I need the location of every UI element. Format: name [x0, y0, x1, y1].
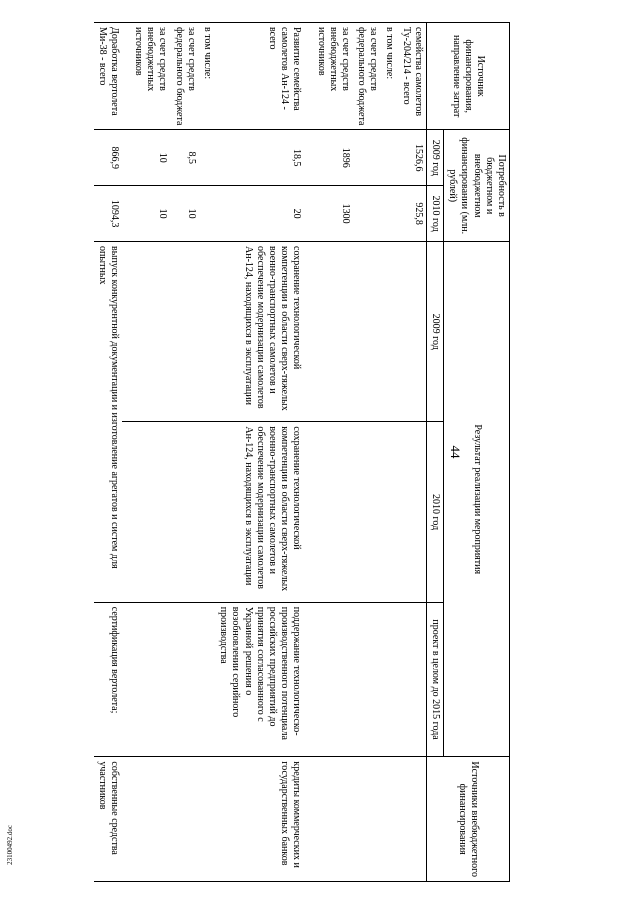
rotated-table-sheet — [96, 22, 510, 882]
cell-extra — [199, 757, 215, 882]
row-spacer — [122, 23, 130, 882]
cell-source: за счет средств федерального бюджета — [353, 23, 381, 130]
cell-2010: 10 — [171, 186, 199, 242]
financing-table — [94, 22, 510, 882]
cell-result-2009 — [312, 242, 353, 422]
cell-project — [130, 602, 171, 757]
cell-2010: 20 — [215, 186, 304, 242]
table-row — [199, 23, 215, 882]
table-row — [398, 23, 427, 882]
cell-source: семейства самолетов Ту-204/214 - всего — [398, 23, 427, 130]
header-need: Потребность в бюджетном и внебюджетном финансировании (млн. рублей) — [444, 130, 510, 242]
cell-2010: 10 — [130, 186, 171, 242]
cell-project — [381, 602, 397, 757]
header-need-2010: 2010 год — [426, 186, 443, 242]
cell-result-2009 — [353, 242, 381, 422]
table-row — [215, 23, 304, 882]
header-result-2010: 2010 год — [426, 422, 443, 602]
cell-source: в том числе: — [199, 23, 215, 130]
cell-2009: 1526,6 — [398, 130, 427, 186]
cell-2009: 8,5 — [171, 130, 199, 186]
cell-2009: 10 — [130, 130, 171, 186]
cell-result-2009: сохранение технологической компетенции в области сверх-тяжелых военно-транспортных самолетов и обеспечение модернизации самолетов Ан-124, находящихся в эксплуатации — [215, 242, 304, 422]
cell-extra — [398, 757, 427, 882]
cell-result-2009 — [171, 242, 199, 422]
cell-extra — [353, 757, 381, 882]
cell-source: за счет средств федерального бюджета — [171, 23, 199, 130]
table-row — [353, 23, 381, 882]
cell-2009 — [199, 130, 215, 186]
cell-2010 — [199, 186, 215, 242]
cell-extra — [381, 757, 397, 882]
cell-2009: 18,5 — [215, 130, 304, 186]
page-number: 44 — [448, 445, 463, 459]
cell-2010: 1094,3 — [94, 186, 122, 242]
cell-project — [312, 602, 353, 757]
cell-2010: 925,8 — [398, 186, 427, 242]
cell-result-2010 — [130, 422, 171, 602]
cell-project: поддержание технологическо-производственного потенциала российских предприятий до принятия согласованного с Украиной решения о возобновлении серийного производства — [215, 602, 304, 757]
cell-source: Доработка вертолета Ми-38 - всего — [94, 23, 122, 130]
header-result-project: проект в целом до 2015 года — [426, 602, 443, 757]
cell-source: за счет средств внебюджетных источников — [312, 23, 353, 130]
cell-project — [171, 602, 199, 757]
table-row — [381, 23, 397, 882]
cell-source: за счет средств внебюджетных источников — [130, 23, 171, 130]
cell-2009: 866,9 — [94, 130, 122, 186]
cell-2010: 1300 — [312, 186, 353, 242]
cell-result-2009 — [381, 242, 397, 422]
table-row — [130, 23, 171, 882]
cell-result-2009-2010: выпуск конкурентной документации и изготовление агрегатов и систем для опытных — [94, 242, 122, 603]
header-result-2009: 2009 год — [426, 242, 443, 422]
cell-extra: кредиты коммерческих и государственных банков — [215, 757, 304, 882]
cell-extra — [312, 757, 353, 882]
cell-result-2010: сохранение технологической компетенции в области сверх-тяжелых военно-транспортных самолетов и обеспечение модернизации самолетов Ан-124, находящихся в эксплуатации — [215, 422, 304, 602]
cell-2009 — [353, 130, 381, 186]
cell-project — [398, 602, 427, 757]
cell-source: в том числе: — [381, 23, 397, 130]
cell-result-2009 — [199, 242, 215, 422]
cell-project — [199, 602, 215, 757]
footer-filename: 23100492.doc — [6, 825, 14, 865]
header-need-2009: 2009 год — [426, 130, 443, 186]
cell-2010 — [353, 186, 381, 242]
cell-result-2009 — [398, 242, 427, 422]
row-spacer — [304, 23, 312, 882]
cell-result-2009 — [130, 242, 171, 422]
cell-source: Развитие семейства самолетов Ан-124 - всего — [215, 23, 304, 130]
header-result: Результат реализации мероприятия — [444, 242, 510, 757]
table-row — [312, 23, 353, 882]
cell-project — [353, 602, 381, 757]
cell-project: сертификация вертолета; — [94, 602, 122, 757]
cell-2010 — [381, 186, 397, 242]
cell-2009 — [381, 130, 397, 186]
header-source: Источник финансирования, направление затрат — [426, 23, 509, 130]
table-row — [94, 23, 122, 882]
cell-result-2010 — [312, 422, 353, 602]
cell-result-2010 — [171, 422, 199, 602]
cell-2009: 1896 — [312, 130, 353, 186]
header-extra-sources: Источники внебюджетного финансирования — [426, 757, 509, 882]
cell-extra: собственные средства участников — [94, 757, 122, 882]
cell-result-2010 — [398, 422, 427, 602]
cell-result-2010 — [381, 422, 397, 602]
cell-result-2010 — [199, 422, 215, 602]
table-row — [171, 23, 199, 882]
cell-extra — [171, 757, 199, 882]
cell-extra — [130, 757, 171, 882]
cell-result-2010 — [353, 422, 381, 602]
